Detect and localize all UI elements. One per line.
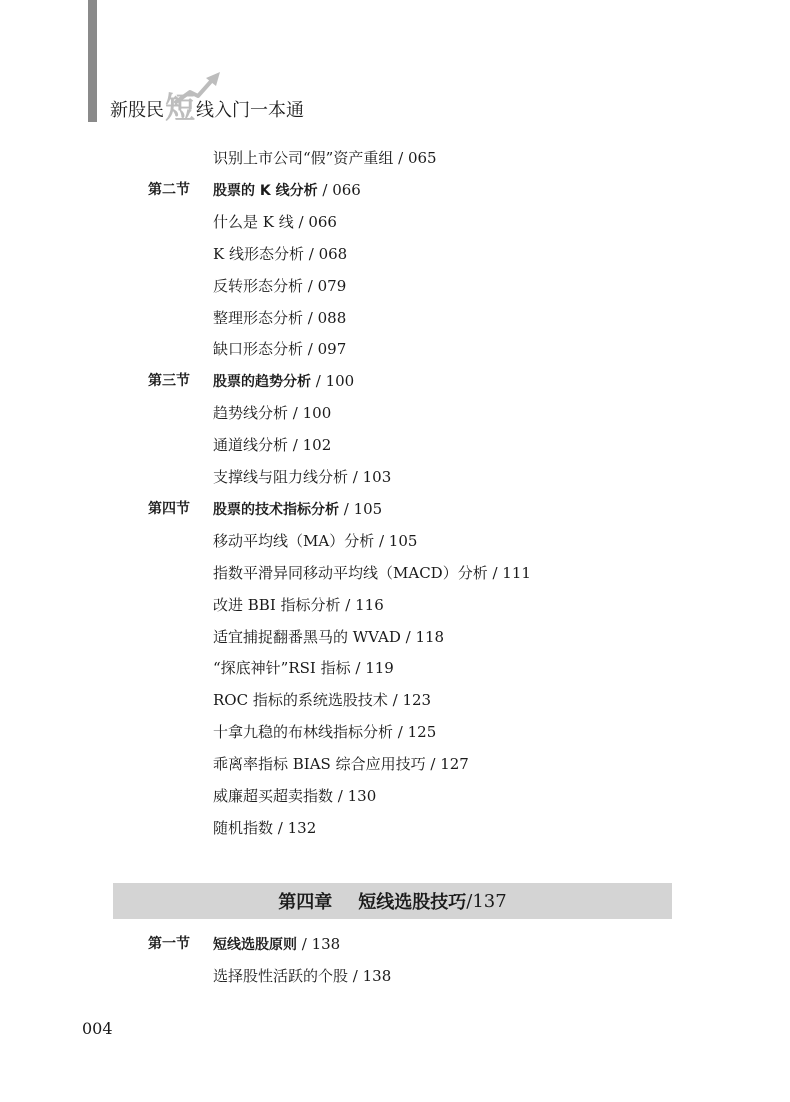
toc-item-row: 指数平滑异同移动平均线（MACD）分析 / 111 <box>213 563 531 582</box>
toc-item-page: 125 <box>407 723 437 742</box>
toc-item-page: 138 <box>362 967 392 985</box>
toc-item-row: 选择股性活跃的个股 / 138 <box>213 967 392 985</box>
toc-item-row: 支撑线与阻力线分析 / 103 <box>213 468 392 486</box>
toc-item-page: 068 <box>318 244 348 263</box>
toc-item-page: 102 <box>302 436 332 455</box>
toc-item-row: 缺口形态分析 / 097 <box>213 340 347 359</box>
toc-item-title: “探底神针”RSI 指标 <box>213 659 351 678</box>
toc-section-page: 138 <box>311 935 341 953</box>
toc-item-title: 改进 BBI 指标分析 <box>213 595 341 614</box>
toc-section-label: 第二节 <box>148 181 190 198</box>
toc-item-title: 随机指数 <box>213 818 274 837</box>
toc-section-title: 短线选股原则 <box>213 937 297 953</box>
toc-item-title: 识别上市公司“假”资产重组 <box>213 149 394 167</box>
toc-item-row: 趋势线分析 / 100 <box>213 404 332 423</box>
toc-item-page: 123 <box>402 691 432 710</box>
toc-item-row: 随机指数 / 132 <box>213 818 317 837</box>
toc-item-page: 111 <box>502 563 531 582</box>
toc-item-row: 什么是 K 线 / 066 <box>213 212 337 231</box>
toc-item-title: 移动平均线（MA）分析 <box>213 531 375 550</box>
toc-item-page: 130 <box>347 787 377 805</box>
toc-section-title: 股票的趋势分析 <box>213 374 311 391</box>
toc-section-label: 第一节 <box>148 936 190 952</box>
toc-item-row: 十拿九稳的布林线指标分析 / 125 <box>213 723 437 742</box>
toc-item-page: 105 <box>388 531 418 550</box>
toc-item-page: 088 <box>317 308 347 327</box>
toc-item-title: 反转形态分析 <box>213 276 304 295</box>
toc-item-page: 079 <box>317 276 347 295</box>
header-title-emph: 短 <box>165 91 195 126</box>
toc-item-title: 趋势线分析 <box>213 404 289 423</box>
toc-item-page: 100 <box>302 404 332 423</box>
chapter-title: 短线选股技巧 <box>358 892 467 913</box>
toc-item-title: 缺口形态分析 <box>213 340 304 359</box>
toc-section-page: 066 <box>332 180 361 199</box>
toc-item-title: 乖离率指标 BIAS 综合应用技巧 <box>213 755 426 774</box>
chapter-heading: 第四章 短线选股技巧 / 137 <box>113 883 672 919</box>
toc-item-title: 整理形态分析 <box>213 308 304 327</box>
toc-item-row: 乖离率指标 BIAS 综合应用技巧 / 127 <box>213 755 469 774</box>
toc-item-title: 适宜捕捉翻番黑马的 WVAD <box>213 627 401 646</box>
toc-item-row: 识别上市公司“假”资产重组 / 065 <box>213 149 437 167</box>
toc-section-title: 股票的 K 线分析 <box>213 182 318 199</box>
toc-item-title: 通道线分析 <box>213 436 289 455</box>
page-number: 004 <box>82 1019 113 1038</box>
toc-item-row: 通道线分析 / 102 <box>213 436 332 455</box>
toc-item-title: 选择股性活跃的个股 <box>213 967 349 985</box>
toc-item-page: 132 <box>287 818 317 837</box>
toc-item-title: 威廉超买超卖指数 <box>213 787 334 805</box>
toc-section-page: 100 <box>325 372 355 391</box>
toc-item-page: 119 <box>365 659 394 678</box>
toc-item-page: 116 <box>355 595 384 614</box>
toc-item-row: 改进 BBI 指标分析 / 116 <box>213 595 384 614</box>
toc-item-row: 移动平均线（MA）分析 / 105 <box>213 531 418 550</box>
toc-section-title: 股票的技术指标分析 <box>213 501 339 518</box>
toc-item-title: ROC 指标的系统选股技术 <box>213 691 388 710</box>
toc-item-row: 威廉超买超卖指数 / 130 <box>213 787 377 805</box>
toc-item-page: 103 <box>362 468 392 486</box>
toc-item-row: 适宜捕捉翻番黑马的 WVAD / 118 <box>213 627 445 646</box>
toc-item-title: 十拿九稳的布林线指标分析 <box>213 723 394 742</box>
toc-item-page: 066 <box>308 212 337 231</box>
chapter-page: 137 <box>472 890 507 912</box>
toc-item-row: K 线形态分析 / 068 <box>213 244 348 263</box>
header-title-after: 线入门一本通 <box>196 100 304 121</box>
toc-item-page: 118 <box>415 627 445 646</box>
toc-item-page: 127 <box>440 755 469 774</box>
toc-item-row: 反转形态分析 / 079 <box>213 276 347 295</box>
toc-item-row: 整理形态分析 / 088 <box>213 308 347 327</box>
toc-item-title: 什么是 K 线 <box>213 212 294 231</box>
toc-item-page: 097 <box>317 340 347 359</box>
header-title-before: 新股民 <box>110 100 164 121</box>
toc-item-page: 065 <box>407 149 437 167</box>
toc-item-row: “探底神针”RSI 指标 / 119 <box>213 659 394 678</box>
chapter-number: 第四章 <box>278 892 333 913</box>
toc-section-label: 第四节 <box>148 500 190 517</box>
toc-section-label: 第三节 <box>148 373 190 390</box>
toc-item-title: 指数平滑异同移动平均线（MACD）分析 <box>213 563 488 582</box>
header-bar <box>88 0 97 122</box>
toc-item-row: ROC 指标的系统选股技术 / 123 <box>213 691 432 710</box>
toc-item-title: K 线形态分析 <box>213 244 304 263</box>
toc-item-title: 支撑线与阻力线分析 <box>213 468 349 486</box>
toc-section-page: 105 <box>353 499 383 518</box>
running-header <box>110 88 304 126</box>
